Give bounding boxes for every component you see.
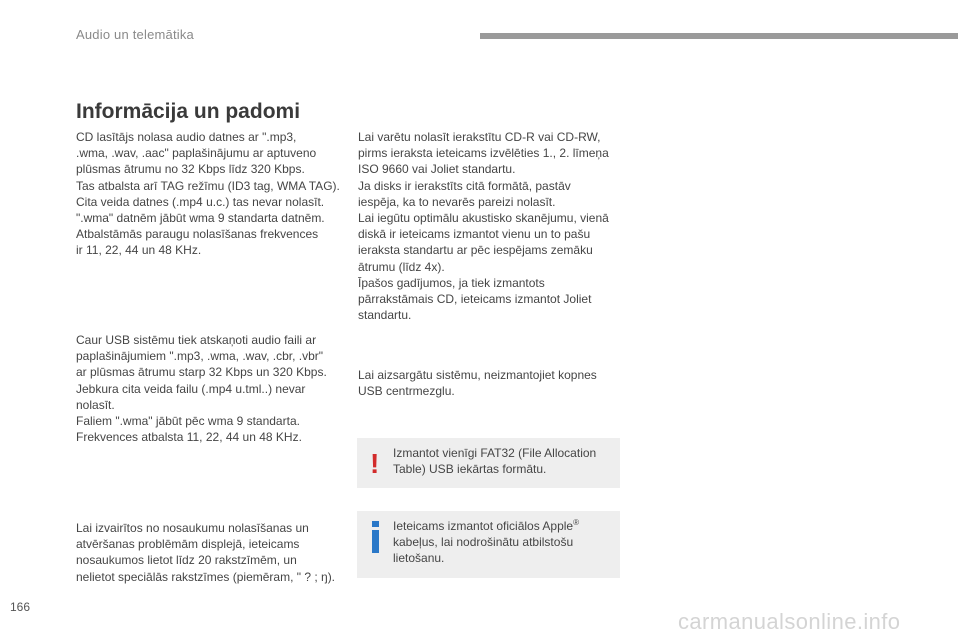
text-line: pirms ieraksta ieteicams izvēlēties 1., 2. līmeņa bbox=[358, 146, 609, 161]
warning-text bbox=[393, 445, 596, 477]
usb-paragraph bbox=[76, 332, 327, 445]
cd-paragraph bbox=[76, 129, 340, 259]
text-line: standartu. bbox=[358, 308, 412, 323]
text-line: plūsmas ātrumu no 32 Kbps līdz 320 Kbps. bbox=[76, 162, 305, 177]
hub-paragraph bbox=[358, 367, 597, 399]
text-line: ātrumu (līdz 4x). bbox=[358, 259, 445, 274]
text-line: Īpašos gadījumos, ja tiek izmantots bbox=[358, 275, 545, 290]
text-line: ir 11, 22, 44 un 48 KHz. bbox=[76, 243, 202, 258]
info-line-text: Ieteicams izmantot oficiālos Apple bbox=[393, 519, 574, 533]
info-icon bbox=[371, 521, 380, 553]
text-line: Caur USB sistēmu tiek atskaņoti audio faili ar bbox=[76, 333, 317, 347]
text-line: Lai varētu nolasīt ierakstītu CD-R vai CD-RW, bbox=[358, 130, 601, 144]
text-line: Lai izvairītos no nosaukumu nolasīšanas un bbox=[76, 521, 309, 535]
registered-mark: ® bbox=[573, 518, 579, 527]
page-number: 166 bbox=[10, 600, 31, 614]
text-line: Faliem ".wma" jābūt pēc wma 9 standarta. bbox=[76, 414, 300, 429]
warning-box bbox=[357, 438, 620, 488]
text-line: Frekvences atbalsta 11, 22, 44 un 48 KHz. bbox=[76, 430, 302, 445]
text-line: kabeļus, lai nodrošinātu atbilstošu bbox=[393, 535, 574, 550]
text-line: Izmantot vienīgi FAT32 (File Allocation bbox=[393, 446, 597, 460]
text-line: Cita veida datnes (.mp4 u.c.) tas nevar nolasīt. bbox=[76, 194, 325, 209]
section-header: Audio un telemātika bbox=[76, 27, 194, 42]
cdr-paragraph bbox=[358, 129, 609, 323]
text-line: Tas atbalsta arī TAG režīmu (ID3 tag, WMA TAG). bbox=[76, 178, 340, 193]
text-line: ".wma" datnēm jābūt wma 9 standarta datnēm. bbox=[76, 211, 325, 226]
text-line: nosaukumos lietot līdz 20 rakstzīmēm, un bbox=[76, 553, 297, 568]
text-line: ieraksta standartu ar pēc iespējams zemāku bbox=[358, 243, 593, 258]
text-line: lietošanu. bbox=[393, 551, 445, 566]
info-box bbox=[357, 511, 620, 578]
text-line: Lai aizsargātu sistēmu, neizmantojiet kopnes bbox=[358, 368, 597, 382]
names-paragraph bbox=[76, 520, 335, 585]
text-line: Ja disks ir ierakstīts citā formātā, pastāv bbox=[358, 178, 571, 193]
header-bar bbox=[480, 33, 958, 39]
page-title: Informācija un padomi bbox=[76, 100, 301, 123]
text-line: ISO 9660 vai Joliet standartu. bbox=[358, 162, 516, 177]
text-line: iespēja, ka to nevarēs pareizi nolasīt. bbox=[358, 194, 556, 209]
text-line: nolasīt. bbox=[76, 397, 115, 412]
text-line: ar plūsmas ātrumu starp 32 Kbps un 320 Kbps. bbox=[76, 365, 327, 380]
info-text bbox=[393, 518, 579, 567]
exclamation-icon: ! bbox=[370, 448, 380, 479]
text-line: nelietot speciālās rakstzīmes (piemēram, " ? ; ŋ). bbox=[76, 569, 336, 584]
text-line: CD lasītājs nolasa audio datnes ar ".mp3, bbox=[76, 130, 297, 144]
text-line: Lai iegūtu optimālu akustisko skanējumu, vienā bbox=[358, 211, 609, 226]
text-line: atvēršanas problēmām displejā, ieteicams bbox=[76, 537, 300, 552]
text-line: USB centrmezglu. bbox=[358, 384, 455, 399]
text-line: Atbalstāmās paraugu nolasīšanas frekvences bbox=[76, 227, 319, 242]
text-line bbox=[393, 518, 579, 534]
text-line: Jebkura cita veida failu (.mp4 u.tml..) nevar bbox=[76, 381, 306, 396]
text-line: .wma, .wav, .aac" paplašinājumu ar aptuveno bbox=[76, 146, 317, 161]
text-line: pārrakstāmais CD, ieteicams izmantot Joliet bbox=[358, 292, 592, 307]
text-line: paplašinājumiem ".mp3, .wma, .wav, .cbr, .vbr" bbox=[76, 349, 324, 364]
text-line: Table) USB iekārtas formātu. bbox=[393, 462, 547, 477]
watermark: carmanualsonline.info bbox=[678, 609, 901, 634]
text-line: diskā ir ieteicams izmantot vienu un to pašu bbox=[358, 227, 591, 242]
